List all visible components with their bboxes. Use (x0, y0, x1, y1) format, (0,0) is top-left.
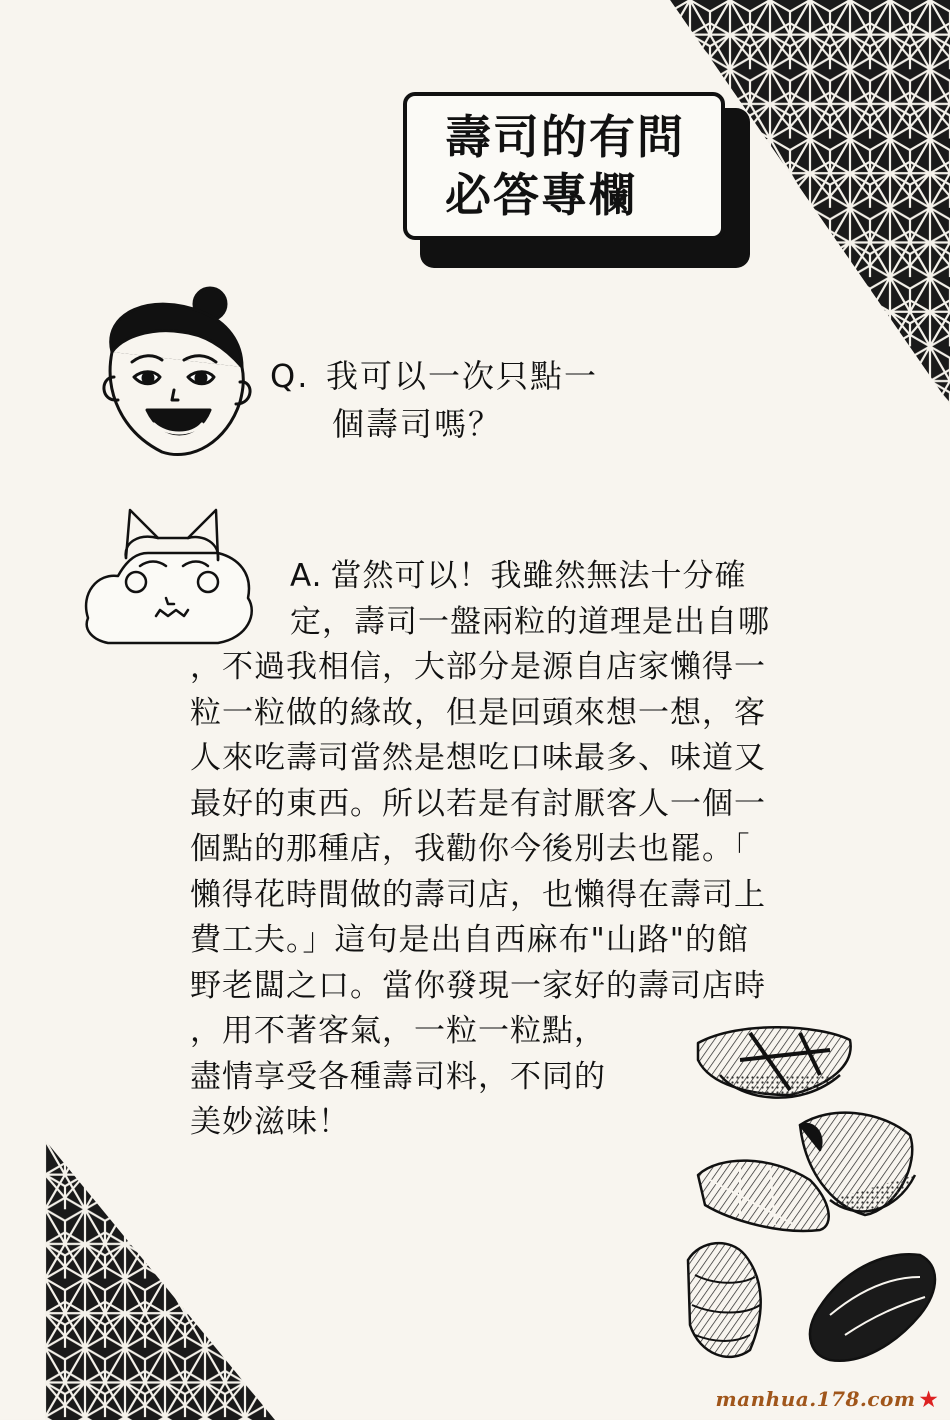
answer-line-6: 最好的東西。所以若是有討厭客人一個一 (190, 785, 766, 822)
question-label: Q. (270, 357, 310, 395)
question-line-1: 我可以一次只點一 (326, 357, 599, 395)
answer-line-3: ，不過我相信，大部分是源自店家懶得一 (190, 649, 766, 685)
answer-line-11: ，用不著客氣，一粒一粒點， (190, 1013, 606, 1049)
answer-line-13: 美妙滋味！ (190, 1104, 350, 1140)
answer-line-2: 定，壽司一盤兩粒的道理是出自哪 (290, 603, 770, 640)
watermark-text: manhua.178.com (715, 1387, 916, 1411)
title-line-1: 壽司的有問 (445, 110, 685, 164)
answer-line-8: 懶得花時間做的壽司店，也懶得在壽司上 (190, 876, 766, 913)
answer-line-12: 盡情享受各種壽司料，不同的 (190, 1058, 606, 1095)
answer-line-9: 費工夫。」這句是出自西麻布"山路"的館 (190, 922, 750, 958)
answer-line-4: 粒一粒做的緣故，但是回頭來想一想，客 (190, 694, 766, 731)
title-line-2: 必答專欄 (445, 168, 637, 222)
answer-line-10: 野老闆之口。當你發現一家好的壽司店時 (190, 967, 766, 1004)
answer-line-1-text: 當然可以！我雖然無法十分確 (330, 558, 747, 594)
watermark (716, 1387, 939, 1411)
question-line-2: 個壽司嗎？ (332, 405, 503, 443)
girl-face-icon (92, 282, 262, 462)
answer-label: A. (290, 558, 323, 594)
answer-line-5: 人來吃壽司當然是想吃口味最多、味道又 (190, 740, 766, 776)
star-icon: ★ (919, 1387, 938, 1411)
question-block (270, 352, 598, 448)
sushi-illustration (680, 1015, 945, 1375)
title-box (403, 92, 725, 240)
asanoha-pattern-bottom-left (45, 1140, 280, 1420)
answer-line-7: 個點的那種店，我勸你今後別去也罷。「 (190, 831, 751, 867)
answer-line-1 (190, 554, 830, 600)
